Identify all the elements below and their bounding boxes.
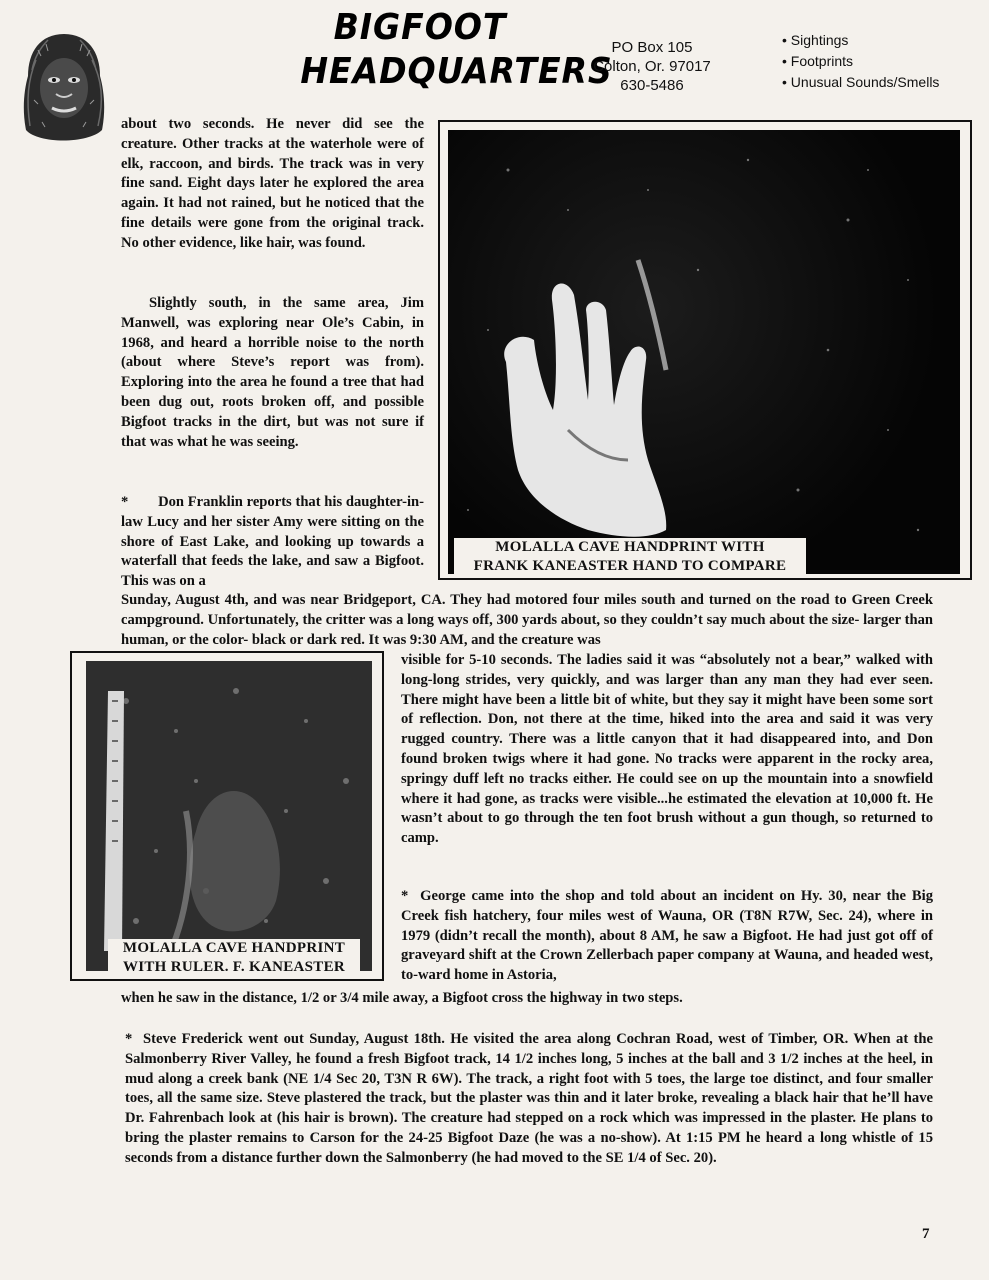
article-p1: about two seconds. He never did see the creature. Other tracks at the waterhole were of elk, raccoon, and birds. The track was in very fine sand. Eight days later he explored the area again. It had not rained, but he noticed that the fine details were gone from the original track. No other evidence, like hair, was found. <box>121 116 424 251</box>
handprint-compare-figure <box>438 120 972 580</box>
masthead-title-line2: HEADQUARTERS <box>300 51 613 92</box>
article-paragraph <box>121 294 424 452</box>
article-p5: * Steve Frederick went out Sunday, August 18th. He visited the area along Cochran Road, west of Timber, OR. When at the Salmonberry River Valley, he found a fresh Bigfoot track, 14 1/2 inches long, 5 inches at the ball and 3 1/2 inches at the heel, in mud along a creek bank (NE 1/4 Sec 20, T3N R 6W). The track, a right foot with 5 toes, the large toe distinct, and four smaller toes, all the same size. Steve plastered the track, but the plaster was thin and it later broke, revealing a black hair that he’ll have Dr. Fahrenbach look at (his hair is brown). The creature had stepped on a rock which was impressed in the plaster. He plans to bring the plaster remains to Carson for the 24-25 Bigfoot Daze (he was a no-show). At 1:15 PM he heard a long whistle of 15 seconds from a distance further down the Salmonberry (he had moved to the SE 1/4 of Sec. 20). <box>125 1031 933 1166</box>
handprint-ruler-figure <box>70 651 384 981</box>
address-city: Colton, Or. 97017 <box>593 58 711 75</box>
article-p4-a: * George came into the shop and told about an incident on Hy. 30, near the Big Creek fish hatchery, four miles west of Wauna, OR (T8N R7W, Sec. 24), where in 1979 (didn’t recall the month), about 8 AM, he saw a Bigfoot. He had just got off of graveyard shift at the Crown Zellerbach paper company at Wauna, and headed west, to-ward home in Astoria, <box>401 888 933 984</box>
article-p3-a: * Don Franklin reports that his daughter-in-law Lucy and her sister Amy were sitting on the shore of East Lake, and looking up towards a waterfall that feeds the lake, and saw a Bigfoot. This was on a <box>121 494 424 590</box>
handprint-ruler-caption-line1: MOLALLA CAVE HANDPRINT <box>122 940 346 956</box>
article-paragraph <box>121 591 933 650</box>
topic-list <box>782 30 982 93</box>
handprint-ruler-caption-line2: WITH RULER. F. KANEASTER <box>122 959 346 975</box>
handprint-compare-caption <box>454 538 806 576</box>
address-po-box: PO Box 105 <box>611 39 693 56</box>
masthead-title-line1: BIGFOOT <box>333 7 507 48</box>
article-paragraph <box>125 1030 933 1169</box>
article-p4-b: when he saw in the distance, 1/2 or 3/4 mile away, a Bigfoot cross the highway in two steps. <box>121 990 683 1006</box>
bigfoot-face-logo <box>18 30 110 150</box>
article-paragraph <box>121 989 933 1009</box>
masthead-title <box>300 6 613 94</box>
article-paragraph <box>121 115 424 254</box>
topic-item: • Footprints <box>782 51 982 72</box>
topic-item: • Unusual Sounds/Smells <box>782 72 982 93</box>
topic-item: • Sightings <box>782 30 982 51</box>
article-p3-b: Sunday, August 4th, and was near Bridgeport, CA. They had motored four miles south and turned on the road to Green Creek campground. Unfortunately, the critter was a long ways off, 300 yards about, so they couldn’t say much about the size- larger than human, or the color- black or dark red. It was 9:30 AM, and the creature was <box>121 592 933 648</box>
page-number: 7 <box>922 1226 930 1242</box>
handprint-compare-caption-line2: FRANK KANEASTER HAND TO COMPARE <box>473 558 787 574</box>
handprint-compare-photo <box>448 130 960 574</box>
contact-address <box>572 38 732 95</box>
article-p3-c: visible for 5-10 seconds. The ladies said it was “absolutely not a bear,” walked with long-long strides, very quickly, and was larger than any man they had ever seen. There might have been a little bit of white, but they say it might have been some sort of reflection. Don, not there at the time, hiked into the area and said it was very rugged country. There was a little canyon that it had disappeared into, and Don found broken twigs where it had gone. No tracks were apparent in the rocky area, springy duff left no tracks either. He could see on up the mountain into a snowfield where it had gone, as tracks were visible...he estimated the elevation at 10,000 ft. He wasn’t about to go through the ten foot brush without a gun though, so returned to camp. <box>401 652 933 847</box>
article-paragraph <box>401 887 933 986</box>
article-paragraph <box>401 651 933 849</box>
handprint-ruler-caption <box>108 939 360 977</box>
article-p2: Slightly south, in the same area, Jim Manwell, was exploring near Ole’s Cabin, in 1968, and heard a horrible noise to the north (about where Steve’s report was from). Exploring into the area he found a tree that had been dug out, roots broken off, and possible Bigfoot tracks in the dirt, but was not sure if that was what he was seeing. <box>121 295 424 450</box>
address-phone: 630-5486 <box>620 77 684 94</box>
handprint-compare-caption-line1: MOLALLA CAVE HANDPRINT WITH <box>495 539 765 555</box>
handprint-ruler-photo <box>86 661 372 971</box>
article-paragraph <box>121 493 424 592</box>
